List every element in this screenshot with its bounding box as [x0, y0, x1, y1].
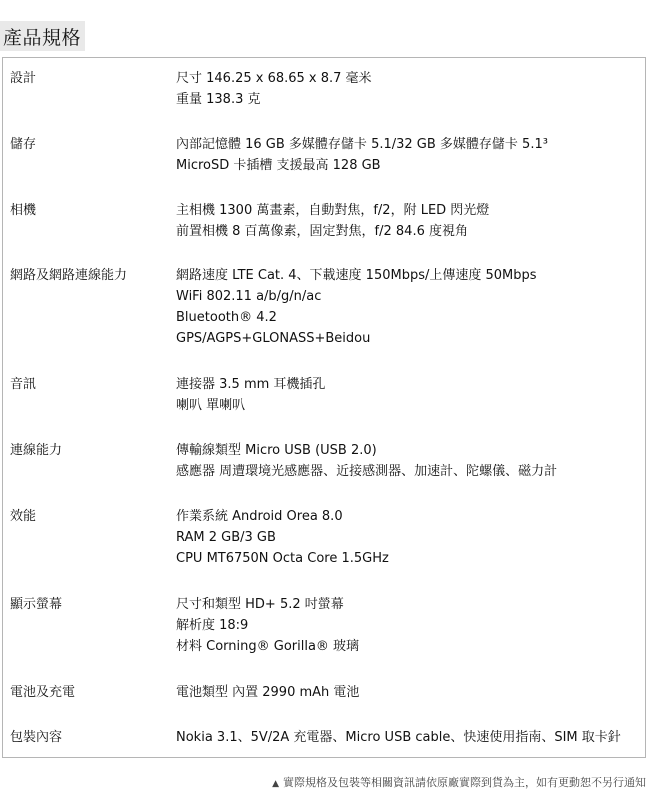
spec-value: 尺寸 146.25 x 68.65 x 8.7 毫米: [176, 71, 372, 86]
spec-values: [176, 594, 643, 657]
spec-values: [176, 727, 643, 748]
spec-value: 傳輸線類型 Micro USB (USB 2.0): [176, 443, 377, 458]
spec-values: [176, 134, 643, 176]
spec-values: [176, 374, 643, 416]
spec-label: 儲存: [10, 137, 37, 152]
spec-label: 音訊: [10, 377, 37, 392]
triangle-up-icon: ▲: [272, 779, 279, 789]
spec-value: 重量 138.3 克: [176, 92, 261, 107]
disclaimer-note: [272, 774, 646, 790]
spec-value: 電池類型 內置 2990 mAh 電池: [176, 685, 360, 700]
spec-value: MicroSD 卡插槽 支援最高 128 GB: [176, 158, 381, 173]
spec-value: 尺寸和類型 HD+ 5.2 吋螢幕: [176, 597, 344, 612]
disclaimer-text: 實際規格及包裝等相關資訊請依原廠實際到貨為主，如有更動恕不另行通知: [283, 776, 646, 789]
spec-value: 作業系統 Android Orea 8.0: [176, 509, 343, 524]
spec-table: [2, 57, 646, 758]
spec-value: 內部記憶體 16 GB 多媒體存儲卡 5.1/32 GB 多媒體存儲卡 5.1³: [176, 137, 548, 152]
spec-value: 材料 Corning® Gorilla® 玻璃: [176, 639, 360, 654]
spec-value: RAM 2 GB/3 GB: [176, 530, 276, 545]
spec-value: 前置相機 8 百萬像素，固定對焦，f/2 84.6 度視角: [176, 224, 468, 239]
spec-label: 相機: [10, 203, 37, 218]
spec-values: [176, 506, 643, 569]
spec-label: 設計: [10, 71, 37, 86]
spec-label: 電池及充電: [10, 685, 76, 700]
spec-label: 連線能力: [10, 443, 63, 458]
spec-values: [176, 200, 643, 242]
section-title-text: 產品規格: [3, 26, 82, 49]
spec-value: 喇叭 單喇叭: [176, 398, 246, 413]
section-title: [0, 21, 85, 51]
spec-values: [176, 265, 643, 349]
spec-value: 主相機 1300 萬畫素，自動對焦，f/2，附 LED 閃光燈: [176, 203, 490, 218]
spec-value: 網路速度 LTE Cat. 4、下載速度 150Mbps/上傳速度 50Mbps: [176, 268, 537, 283]
spec-label: 網路及網路連線能力: [10, 268, 128, 283]
spec-label: 效能: [10, 509, 37, 524]
spec-value: Nokia 3.1、5V/2A 充電器、Micro USB cable、快速使用指南、SIM 取卡針: [176, 730, 621, 745]
spec-values: [176, 440, 643, 482]
spec-value: Bluetooth® 4.2: [176, 310, 277, 325]
spec-value: GPS/AGPS+GLONASS+Beidou: [176, 331, 371, 346]
spec-value: 感應器 周遭環境光感應器、近接感測器、加速計、陀螺儀、磁力計: [176, 464, 558, 479]
spec-value: CPU MT6750N Octa Core 1.5GHz: [176, 551, 389, 566]
spec-values: [176, 682, 643, 703]
spec-label: 顯示螢幕: [10, 597, 63, 612]
spec-value: WiFi 802.11 a/b/g/n/ac: [176, 289, 322, 304]
spec-value: 解析度 18:9: [176, 618, 249, 633]
spec-value: 連接器 3.5 mm 耳機插孔: [176, 377, 326, 392]
spec-label: 包裝內容: [10, 730, 63, 745]
spec-values: [176, 68, 643, 110]
